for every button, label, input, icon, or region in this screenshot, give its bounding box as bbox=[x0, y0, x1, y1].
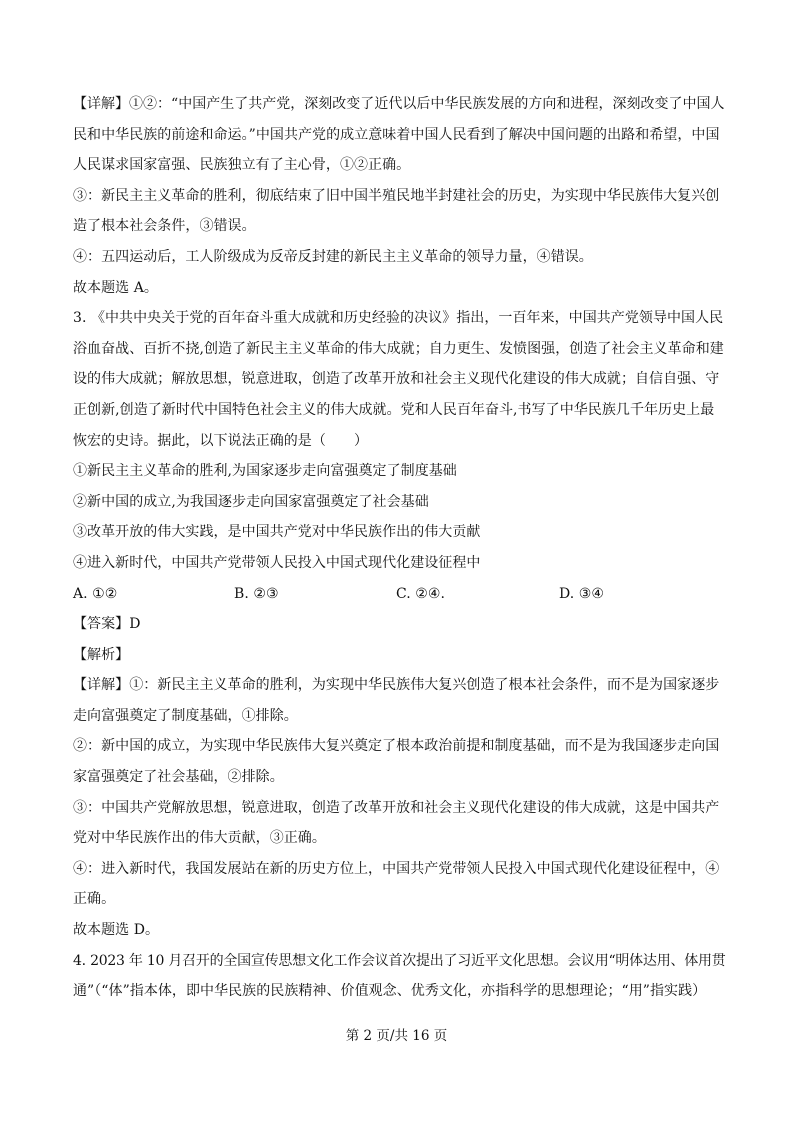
text-line: 党对中华民族作出的伟大贡献，③正确。 bbox=[73, 830, 326, 847]
text-line: 浴血奋战、百折不挠,创造了新民主主义革命的伟大成就；自力更生、发愤图强，创造了社会主义革命和建 bbox=[73, 340, 724, 357]
page-footer: 第 2 页/共 16 页 bbox=[345, 1028, 448, 1044]
statement-3: ③改革开放的伟大实践，是中国共产党对中华民族作出的伟大贡献 bbox=[73, 524, 481, 541]
option-d: D. ③④ bbox=[559, 585, 604, 602]
text-line: ④：五四运动后，工人阶级成为反帝反封建的新民主主义革命的领导力量，④错误。 bbox=[73, 248, 593, 265]
page-content bbox=[73, 89, 725, 1007]
text-line: 人民谋求国家富强、民族独立有了主心骨，①②正确。 bbox=[73, 157, 411, 174]
text-line: ③：新民主主义革命的胜利，彻底结束了旧中国半殖民地半封建社会的历史，为实现中华民族伟大复兴创 bbox=[73, 187, 720, 204]
text-line: 通”（“体”指本体，即中华民族的民族精神、价值观念、优秀文化，亦指科学的思想理论；“用”指实践） bbox=[73, 983, 707, 1000]
option-b: B. ②③ bbox=[234, 585, 279, 602]
text-line: 【详解】①②：“中国产生了共产党，深刻改变了近代以后中华民族发展的方向和进程，深刻改变了中国人 bbox=[73, 96, 725, 112]
question-3-stem: 3. 《中共中央关于党的百年奋斗重大成就和历史经验的决议》指出，一百年来，中国共产党领导中国人民 bbox=[73, 310, 724, 327]
text-line: 【详解】①：新民主主义革命的胜利，为实现中华民族伟大复兴创造了根本社会条件，而不是为国家逐步 bbox=[73, 677, 720, 694]
statement-1: ①新民主主义革命的胜利,为国家逐步走向富强奠定了制度基础 bbox=[73, 463, 457, 480]
answer-label: 【答案】D bbox=[73, 616, 141, 633]
text-line: ②：新中国的成立，为实现中华民族伟大复兴奠定了根本政治前提和制度基础，而不是为我国逐步走向国 bbox=[73, 738, 720, 755]
text-line: 造了根本社会条件，③错误。 bbox=[73, 218, 256, 235]
text-line: 家富强奠定了社会基础，②排除。 bbox=[73, 769, 284, 786]
text-line: 设的伟大成就；解放思想，锐意进取，创造了改革开放和社会主义现代化建设的伟大成就；自信自强、守 bbox=[73, 371, 720, 388]
text-line: 走向富强奠定了制度基础，①排除。 bbox=[73, 707, 298, 724]
statement-4: ④进入新时代，中国共产党带领人民投入中国式现代化建设征程中 bbox=[73, 554, 481, 571]
statement-2: ②新中国的成立,为我国逐步走向国家富强奠定了社会基础 bbox=[73, 493, 429, 510]
text-line: 故本题选 A。 bbox=[73, 279, 158, 296]
answer-options bbox=[73, 579, 725, 610]
text-line: 民和中华民族的前途和命运。”中国共产党的成立意味着中国人民看到了解决中国问题的出路和希望，中国 bbox=[73, 126, 720, 143]
text-line: 故本题选 D。 bbox=[73, 922, 160, 939]
text-line: 恢宏的史诗。据此，以下说法正确的是（ ） bbox=[73, 432, 369, 449]
text-line: 正创新,创造了新时代中国特色社会主义的伟大成就。党和人民百年奋斗,书写了中华民族几千年历史上最 bbox=[73, 401, 715, 418]
text-line: ③：中国共产党解放思想，锐意进取，创造了改革开放和社会主义现代化建设的伟大成就，这是中国共产 bbox=[73, 799, 720, 816]
option-a: A. ①② bbox=[73, 585, 118, 602]
text-line: ④：进入新时代，我国发展站在新的历史方位上，中国共产党带领人民投入中国式现代化建设征程中，④ bbox=[73, 860, 720, 877]
text-line: 正确。 bbox=[73, 891, 116, 908]
question-4-stem: 4. 2023 年 10 月召开的全国宣传思想文化工作会议首次提出了习近平文化思想。会议用“明体达用、体用贯 bbox=[73, 952, 726, 969]
option-c: C. ②④. bbox=[396, 585, 445, 602]
analysis-label: 【解析】 bbox=[73, 646, 130, 663]
